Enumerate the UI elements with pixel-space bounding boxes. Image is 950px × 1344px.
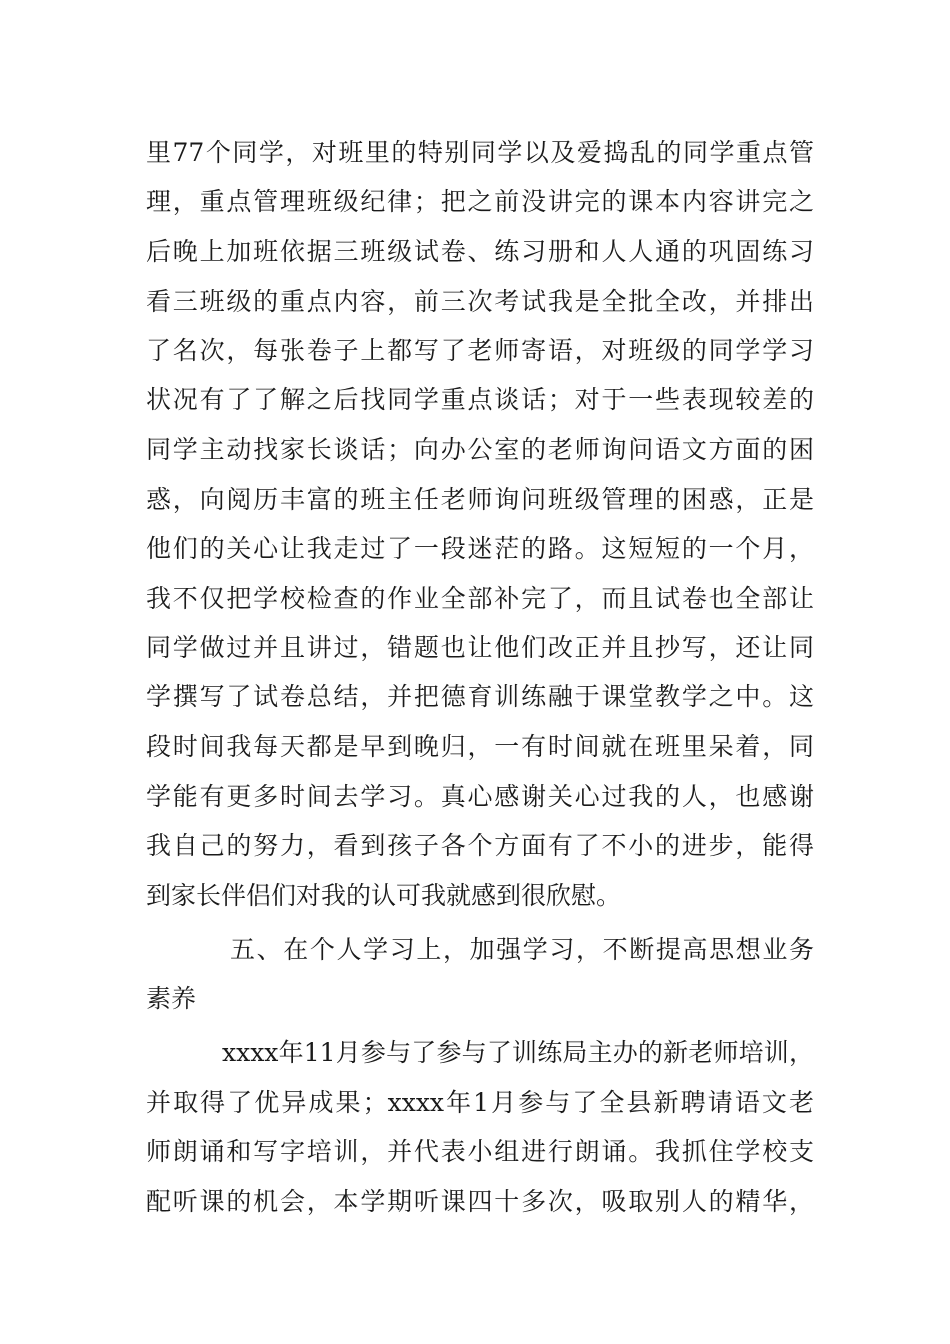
body-text-line: 学撰写了试卷总结，并把德育训练融于课堂教学之中。这 bbox=[146, 682, 814, 711]
body-text-line: 学能有更多时间去学习。真心感谢关心过我的人，也感谢 bbox=[146, 782, 814, 811]
body-text-line: 我不仅把学校检查的作业全部补完了，而且试卷也全部让 bbox=[146, 584, 814, 613]
body-text-line: 并取得了优异成果；xxxx年1月参与了全县新聘请语文老 bbox=[146, 1088, 814, 1117]
body-text-line: 我自己的努力，看到孩子各个方面有了不小的进步，能得 bbox=[146, 831, 814, 860]
body-text-line: 里77个同学，对班里的特别同学以及爱捣乱的同学重点管 bbox=[146, 138, 814, 167]
body-text-line: 到家长伴侣们对我的认可我就感到很欣慰。 bbox=[146, 881, 622, 910]
body-text-line: 看三班级的重点内容，前三次考试我是全批全改，并排出 bbox=[146, 287, 814, 316]
body-text-line: 同学主动找家长谈话；向办公室的老师询问语文方面的困 bbox=[146, 435, 814, 464]
section-heading-continuation: 素养 bbox=[146, 984, 197, 1013]
body-text-line: 配听课的机会，本学期听课四十多次，吸取别人的精华， bbox=[146, 1187, 814, 1216]
body-text-line: 了名次，每张卷子上都写了老师寄语，对班级的同学学习 bbox=[146, 336, 814, 365]
body-text-line: 段时间我每天都是早到晚归，一有时间就在班里呆着，同 bbox=[146, 732, 814, 761]
body-text-line: xxxx年11月参与了参与了训练局主办的新老师培训， bbox=[222, 1038, 814, 1067]
body-text-line: 师朗诵和写字培训，并代表小组进行朗诵。我抓住学校支 bbox=[146, 1137, 814, 1166]
body-text-line: 后晚上加班依据三班级试卷、练习册和人人通的巩固练习 bbox=[146, 237, 814, 266]
body-text-line: 他们的关心让我走过了一段迷茫的路。这短短的一个月， bbox=[146, 534, 814, 563]
body-text-line: 状况有了了解之后找同学重点谈话；对于一些表现较差的 bbox=[146, 385, 814, 414]
section-heading: 五、在个人学习上，加强学习，不断提高思想业务 bbox=[230, 935, 814, 964]
body-text-line: 理，重点管理班级纪律；把之前没讲完的课本内容讲完之 bbox=[146, 187, 814, 216]
body-text-line: 同学做过并且讲过，错题也让他们改正并且抄写，还让同 bbox=[146, 633, 814, 662]
body-text-line: 惑，向阅历丰富的班主任老师询问班级管理的困惑，正是 bbox=[146, 485, 814, 514]
